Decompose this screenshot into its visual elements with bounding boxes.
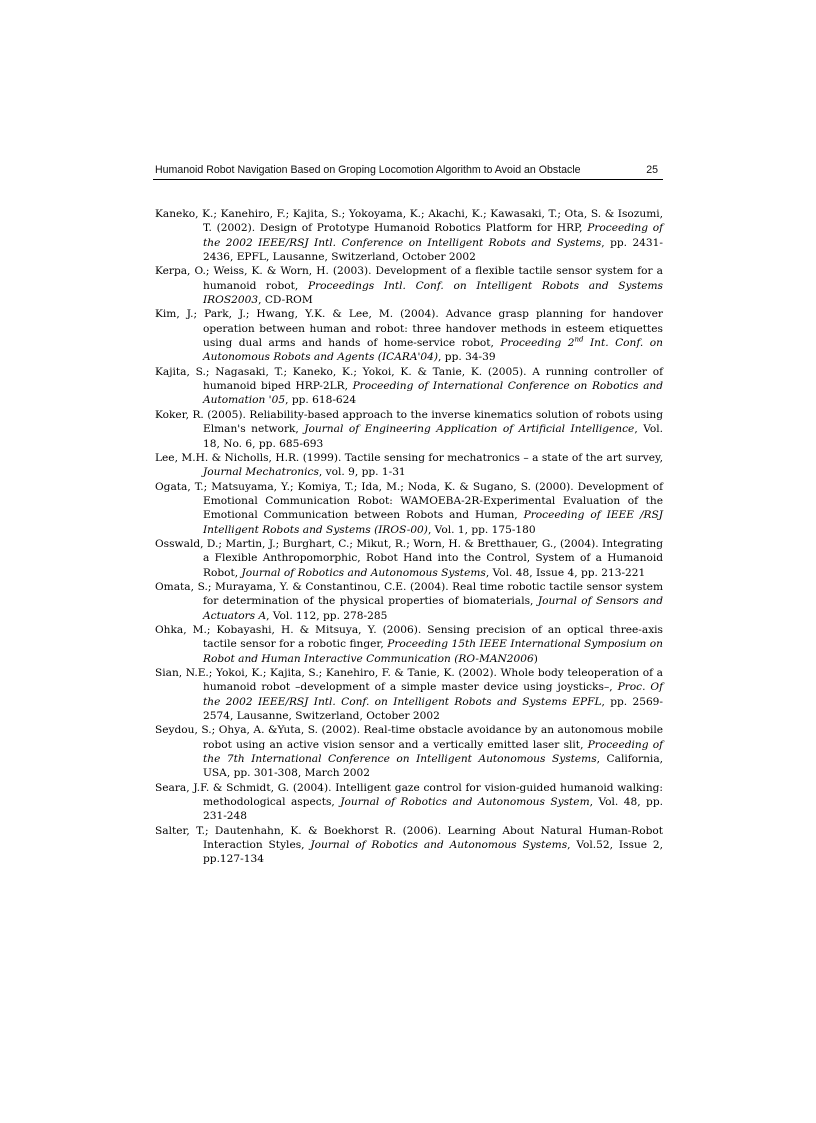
reference-text: Sian, N.E.; Yokoi, K.; Kajita, S.; Kanehiro, F. & Tanie, K. (2002). Whole body teleoperation of a humanoid robot –development of a simple master device using joysticks–, — [155, 667, 663, 694]
reference-venue: Proceeding of the 7th International Conference on Intelligent Autonomous Systems — [203, 738, 664, 766]
reference-entry — [155, 781, 663, 824]
reference-venue-part: Int. Conf. on Autonomous Robots and Agents (ICARA'04) — [203, 337, 663, 364]
reference-text: Salter, T.; Dautenhahn, K. & Boekhorst R. (2006). Learning About Natural Human-Robot Interaction Styles, — [155, 824, 663, 852]
reference-entry — [155, 307, 663, 364]
reference-details: , Vol. 48, pp. 231-248 — [203, 796, 663, 823]
reference-venue: Proc. Of the 2002 IEEE/RSJ Intl. Conf. on Intelligent Robots and Systems EPFL — [203, 681, 663, 708]
reference-entry — [155, 365, 663, 408]
reference-entry — [155, 408, 663, 451]
reference-details: , Vol. 112, pp. 278-285 — [266, 609, 388, 622]
reference-entry — [155, 666, 663, 723]
reference-entry — [155, 723, 663, 780]
reference-venue: Proceeding 15th IEEE International Symposium on Robot and Human Interactive Communication (RO-MAN2006 — [203, 638, 663, 665]
reference-entry — [155, 264, 663, 307]
reference-venue: Journal of Robotics and Autonomous System — [340, 796, 590, 809]
reference-text: Kim, J.; Park, J.; Hwang, Y.K. & Lee, M. (2004). Advance grasp planning for handover operation between human and robot: three handover methods in esteem etiquettes using dual arms and hands of home-service robot, — [155, 308, 663, 350]
running-header — [153, 164, 663, 180]
reference-details: , pp. 2431-2436, EPFL, Lausanne, Switzerland, October 2002 — [203, 236, 663, 264]
reference-entry — [155, 480, 663, 537]
reference-details: , Vol. 48, Issue 4, pp. 213-221 — [485, 566, 646, 579]
reference-text: Seara, J.F. & Schmidt, G. (2004). Intelligent gaze control for vision-guided humanoid walking: methodological aspects, — [155, 781, 663, 809]
reference-details: , Vol.52, Issue 2, pp.127-134 — [203, 839, 663, 866]
reference-details: , Vol. 18, No. 6, pp. 685-693 — [203, 423, 664, 450]
reference-text: Koker, R. (2005). Reliability-based approach to the inverse kinematics solution of robots using Elman's network, — [155, 408, 663, 436]
reference-details: , pp. 34-39 — [438, 351, 496, 364]
reference-venue: Journal of Robotics and Autonomous Systems — [310, 839, 568, 852]
reference-venue: Journal of Robotics and Autonomous Systems — [241, 566, 486, 579]
reference-entry — [155, 451, 663, 480]
reference-list — [155, 207, 663, 867]
reference-text: Ogata, T.; Matsuyama, Y.; Komiya, T.; Ida, M.; Noda, K. & Sugano, S. (2000). Development of Emotional Communication Robot: WAMOEBA-2R-Experimental Evaluation of the Emotional Communication between Robots and Human, — [155, 480, 663, 522]
reference-details: , pp. 618-624 — [285, 394, 357, 407]
reference-details: , vol. 9, pp. 1-31 — [318, 466, 406, 479]
reference-text: Kaneko, K.; Kanehiro, F.; Kajita, S.; Yokoyama, K.; Akachi, K.; Kawasaki, T.; Ota, S. & Isozumi, T. (2002). Design of Prototype Humanoid Robotics Platform for HRP, — [155, 208, 663, 235]
reference-text: Osswald, D.; Martin, J.; Burghart, C.; Mikut, R.; Worn, H. & Bretthauer, G., (2004). Integrating a Flexible Anthropomorphic, Robot Hand into the Control, System of a Humanoid Robot, — [155, 537, 663, 579]
reference-entry — [155, 207, 663, 264]
reference-entry — [155, 580, 663, 623]
running-title: Humanoid Robot Navigation Based on Groping Locomotion Algorithm to Avoid an Obstacle — [155, 164, 581, 176]
reference-text: Omata, S.; Murayama, Y. & Constantinou, C.E. (2004). Real time robotic tactile sensor system for determination of the physical properties of biomaterials, — [155, 580, 663, 608]
reference-entry — [155, 623, 663, 666]
reference-text: Seydou, S.; Ohya, A. &Yuta, S. (2002). Real-time obstacle avoidance by an autonomous mobile robot using an active vision sensor and a vertically emitted laser slit, — [155, 724, 663, 751]
reference-entry — [155, 824, 663, 867]
ordinal-superscript: nd — [574, 335, 584, 344]
reference-details: , pp. 2569-2574, Lausanne, Switzerland, October 2002 — [203, 695, 664, 723]
reference-details: ) — [533, 652, 538, 665]
reference-venue: Proceeding of the 2002 IEEE/RSJ Intl. Conference on Intelligent Robots and Systems — [203, 222, 663, 249]
page-number: 25 — [646, 164, 658, 176]
reference-text: Lee, M.H. & Nicholls, H.R. (1999). Tactile sensing for mechatronics – a state of the art survey, — [155, 451, 663, 464]
reference-venue: Proceedings Intl. Conf. on Intelligent Robots and Systems IROS2003 — [203, 279, 663, 307]
reference-venue: Journal of Engineering Application of Artificial Intelligence — [304, 423, 635, 436]
reference-details: , CD-ROM — [258, 294, 313, 307]
reference-venue: Proceeding of International Conference on Robotics and Automation '05 — [203, 380, 663, 407]
reference-venue: Journal of Sensors and Actuators A — [203, 595, 663, 622]
reference-details: , Vol. 1, pp. 175-180 — [427, 523, 536, 536]
reference-details: , California, USA, pp. 301-308, March 2002 — [203, 753, 663, 780]
reference-text: Ohka, M.; Kobayashi, H. & Mitsuya, Y. (2006). Sensing precision of an optical three-axis tactile sensor for a robotic finger, — [155, 623, 663, 651]
reference-entry — [155, 537, 663, 580]
reference-venue-part: Proceeding 2 — [500, 337, 575, 350]
reference-venue: Proceeding of IEEE /RSJ Intelligent Robots and Systems (IROS-00) — [203, 509, 663, 536]
reference-text: Kerpa, O.; Weiss, K. & Worn, H. (2003). Development of a flexible tactile sensor system for a humanoid robot, — [155, 265, 663, 292]
reference-venue: Journal Mechatronics — [203, 466, 319, 479]
reference-text: Kajita, S.; Nagasaki, T.; Kaneko, K.; Yokoi, K. & Tanie, K. (2005). A running controller of humanoid biped HRP-2LR, — [155, 365, 663, 393]
